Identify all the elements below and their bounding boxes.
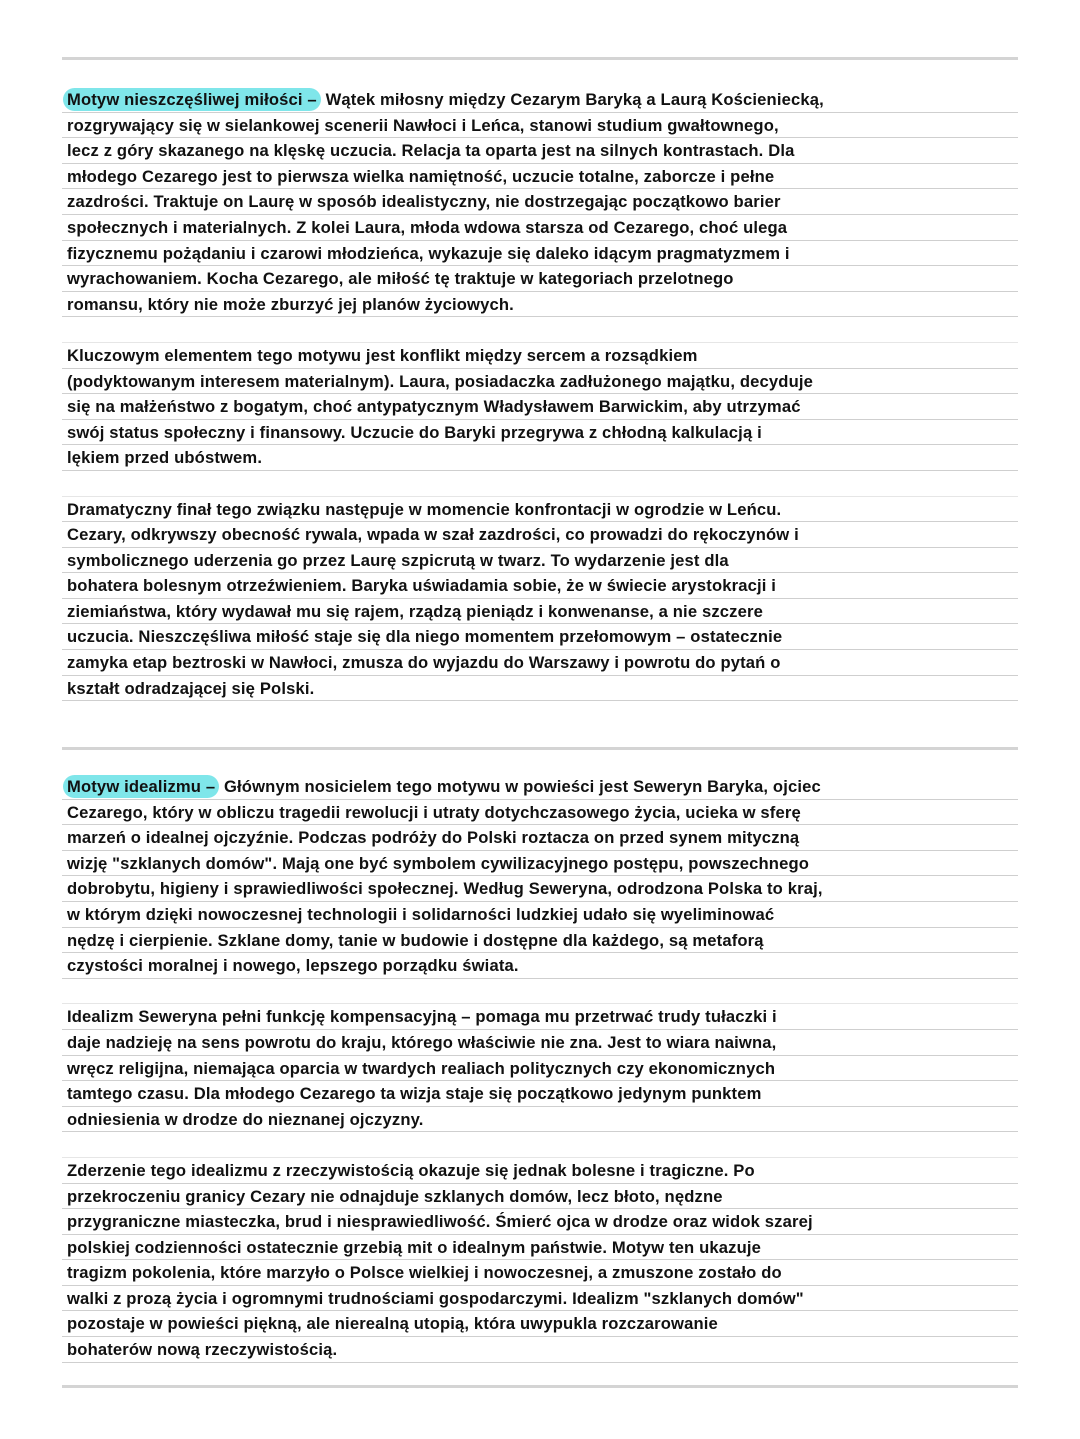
text-line	[62, 902, 1018, 928]
text-line	[62, 87, 1018, 113]
line-text: nędzę i cierpienie. Szklane domy, tanie w budowie i dostępne dla każdego, są metaforą	[67, 930, 764, 950]
line-text: romansu, który nie może zburzyć jej planów życiowych.	[67, 294, 514, 314]
line-text: przygraniczne miasteczka, brud i niesprawiedliwość. Śmierć ojca w drodze oraz widok szarej	[67, 1212, 813, 1232]
text-line	[62, 800, 1018, 826]
text-line	[62, 774, 1018, 800]
line-text: bohaterów nową rzeczywistością.	[67, 1340, 338, 1360]
text-line	[62, 1158, 1018, 1184]
line-text: polskiej codzienności ostatecznie grzebią mit o idealnym państwie. Motyw ten ukazuje	[67, 1237, 762, 1257]
line-text: społecznych i materialnych. Z kolei Laura, młoda wdowa starsza od Cezarego, choć ulega	[67, 217, 788, 237]
line-text: Wątek miłosny między Cezarym Baryką a Laurą Kościeniecką,	[320, 90, 824, 109]
line-text: tamtego czasu. Dla młodego Cezarego ta wizja staje się początkowo jedynym punktem	[67, 1084, 762, 1104]
line-text: lękiem przed ubóstwem.	[67, 448, 263, 468]
text-line	[62, 599, 1018, 625]
line-text: czystości moralnej i nowego, lepszego porządku świata.	[67, 956, 519, 976]
text-line	[62, 497, 1018, 523]
line-text: przekroczeniu granicy Cezary nie odnajduje szklanych domów, lecz błoto, nędzne	[67, 1186, 723, 1206]
line-text: bohatera bolesnym otrzeźwieniem. Baryka uświadamia sobie, że w świecie arystokracji i	[67, 576, 777, 596]
text-line	[62, 1260, 1018, 1286]
highlighted-heading: Motyw idealizmu –	[63, 775, 219, 798]
paragraph-gap	[62, 979, 1018, 1005]
text-line	[62, 1235, 1018, 1261]
text-line	[62, 1030, 1018, 1056]
line-text: Głównym nosicielem tego motywu w powieści jest Seweryn Baryka, ojciec	[219, 777, 821, 796]
line-text: się na małżeństwo z bogatym, choć antypatycznym Władysławem Barwickim, aby utrzymać	[67, 397, 801, 417]
text-line	[62, 953, 1018, 979]
text-line	[62, 1184, 1018, 1210]
line-text: Cezary, odkrywszy obecność rywala, wpada w szał zazdrości, co prowadzi do rękoczynów i	[67, 525, 799, 545]
text-line	[62, 650, 1018, 676]
text-line	[62, 292, 1018, 318]
text-line	[62, 1311, 1018, 1337]
text-line	[62, 1286, 1018, 1312]
text-line	[62, 1004, 1018, 1030]
text-line	[62, 548, 1018, 574]
line-text: lecz z góry skazanego na klęskę uczucia. Relacja ta oparta jest na silnych kontrastach. Dla	[67, 141, 795, 161]
text-line	[62, 825, 1018, 851]
paragraph-gap	[62, 317, 1018, 343]
text-line	[62, 928, 1018, 954]
text-line	[62, 215, 1018, 241]
line-text: marzeń o idealnej ojczyźnie. Podczas podróży do Polski roztacza on przed synem mityczną	[67, 828, 800, 848]
line-text: symbolicznego uderzenia go przez Laurę szpicrutą w twarz. To wydarzenie jest dla	[67, 550, 729, 570]
line-text: wyrachowaniem. Kocha Cezarego, ale miłość tę traktuje w kategoriach przelotnego	[67, 269, 734, 289]
text-line	[62, 1056, 1018, 1082]
text-line	[62, 876, 1018, 902]
line-text: pozostaje w powieści piękną, ale nierealną utopią, która uwypukla rozczarowanie	[67, 1314, 718, 1334]
line-text: Cezarego, który w obliczu tragedii rewolucji i utraty dotychczasowego życia, ucieka w sferę	[67, 802, 801, 822]
paragraph-gap	[62, 1132, 1018, 1158]
text-line	[62, 1337, 1018, 1363]
line-text: Kluczowym elementem tego motywu jest konflikt między sercem a rozsądkiem	[67, 345, 698, 365]
line-text: uczucia. Nieszczęśliwa miłość staje się dla niego momentem przełomowym – ostatecznie	[67, 627, 783, 647]
line-text: odniesienia w drodze do nieznanej ojczyzny.	[67, 1109, 424, 1129]
paragraph-gap	[62, 471, 1018, 497]
text-line	[62, 241, 1018, 267]
text-line	[62, 189, 1018, 215]
text-line	[62, 266, 1018, 292]
text-line	[62, 624, 1018, 650]
line-text: w którym dzięki nowoczesnej technologii i solidarności ludzkiej udało się wyeliminować	[67, 904, 775, 924]
line-text: wręcz religijna, niemająca oparcia w twardych realiach politycznych czy ekonomicznych	[67, 1058, 776, 1078]
line-text: walki z prozą życia i ogromnymi trudnościami gospodarczymi. Idealizm "szklanych domów"	[67, 1288, 804, 1308]
line-text: swój status społeczny i finansowy. Uczucie do Baryki przegrywa z chłodną kalkulacją i	[67, 422, 762, 442]
line-text: tragizm pokolenia, które marzyło o Polsce wielkiej i nowoczesnej, a zmuszone zostało do	[67, 1263, 782, 1283]
line-text: (podyktowanym interesem materialnym). Laura, posiadaczka zadłużonego majątku, decyduje	[67, 371, 813, 391]
text-line	[62, 394, 1018, 420]
line-text: młodego Cezarego jest to pierwsza wielka namiętność, uczucie totalne, zaborcze i pełne	[67, 166, 775, 186]
text-line	[62, 1107, 1018, 1133]
line-text: Dramatyczny finał tego związku następuje w momencie konfrontacji w ogrodzie w Leńcu.	[67, 499, 782, 519]
text-line	[62, 343, 1018, 369]
section-idealism	[62, 774, 1018, 1363]
line-text: daje nadzieję na sens powrotu do kraju, którego właściwie nie zna. Jest to wiara naiwna,	[67, 1032, 777, 1052]
line-text: zamyka etap beztroski w Nawłoci, zmusza do wyjazdu do Warszawy i powrotu do pytań o	[67, 653, 781, 673]
text-line	[62, 1081, 1018, 1107]
bottom-divider	[62, 1385, 1018, 1388]
top-divider	[62, 57, 1018, 60]
text-line	[62, 1209, 1018, 1235]
line-text: Idealizm Seweryna pełni funkcję kompensacyjną – pomaga mu przetrwać trudy tułaczki i	[67, 1007, 777, 1027]
text-line	[62, 138, 1018, 164]
line-text: Zderzenie tego idealizmu z rzeczywistością okazuje się jednak bolesne i tragiczne. Po	[67, 1160, 755, 1180]
text-line	[62, 522, 1018, 548]
line-text: ziemiaństwa, który wydawał mu się rajem, rządzą pieniądz i konwenanse, a nie szczere	[67, 601, 763, 621]
line-text: zazdrości. Traktuje on Laurę w sposób idealistyczny, nie dostrzegając początkowo barier	[67, 192, 781, 212]
text-line	[62, 851, 1018, 877]
text-line	[62, 420, 1018, 446]
highlighted-heading: Motyw nieszczęśliwej miłości –	[63, 88, 321, 111]
line-text: kształt odradzającej się Polski.	[67, 678, 315, 698]
text-line	[62, 164, 1018, 190]
text-line	[62, 445, 1018, 471]
section-unhappy-love	[62, 87, 1018, 701]
line-text: dobrobytu, higieny i sprawiedliwości społecznej. Według Seweryna, odrodzona Polska to kraj,	[67, 879, 823, 899]
section-divider	[62, 747, 1018, 750]
text-line	[62, 573, 1018, 599]
text-line	[62, 676, 1018, 702]
line-text: wizję "szklanych domów". Mają one być symbolem cywilizacyjnego postępu, powszechnego	[67, 853, 810, 873]
line-text: rozgrywający się w sielankowej scenerii Nawłoci i Leńca, stanowi studium gwałtownego,	[67, 115, 779, 135]
text-line	[62, 113, 1018, 139]
text-line	[62, 369, 1018, 395]
line-text: fizycznemu pożądaniu i czarowi młodzieńca, wykazuje się daleko idącym pragmatyzmem i	[67, 243, 790, 263]
